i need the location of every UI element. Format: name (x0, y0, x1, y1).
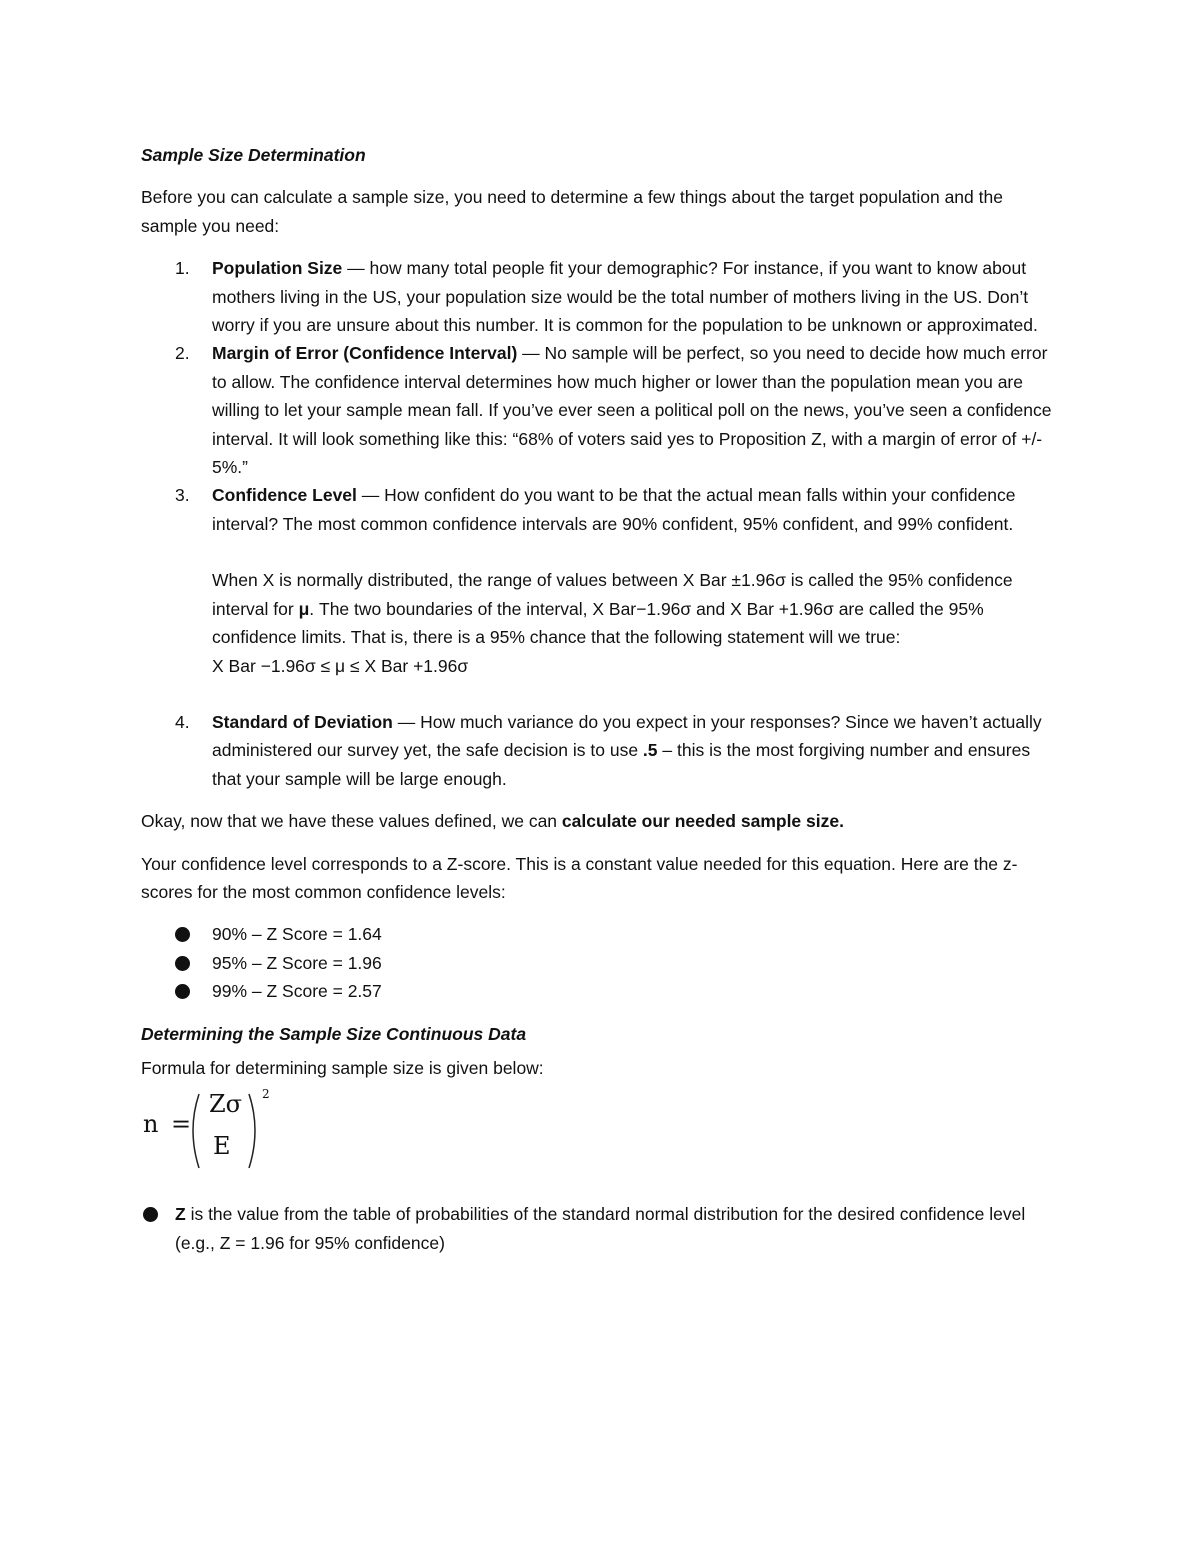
list-item (141, 949, 1061, 977)
z-note-text: is the value from the table of probabilities of the standard normal distribution for the desired confidence level (e.g., Z = 1.96 for 95% confidence) (175, 1204, 1026, 1253)
list-item (141, 339, 1061, 481)
numbered-list (141, 254, 1061, 793)
list-item (141, 1200, 1061, 1257)
list-number: 2. (175, 343, 190, 364)
list-term: Confidence Level (212, 485, 357, 506)
bullet-icon (175, 927, 190, 942)
zscore-list (141, 920, 1061, 1005)
formula-intro: Formula for determining sample size is given below: (141, 1057, 544, 1078)
sample-size-formula (141, 1088, 301, 1178)
list-term: Margin of Error (Confidence Interval) (212, 343, 518, 364)
mu-symbol: μ (298, 598, 310, 619)
formula-n: n (143, 1110, 159, 1139)
zscore-text: 90% – Z Score = 1.64 (212, 924, 382, 945)
okay-text: Okay, now that we have these values defined, we can (141, 811, 562, 832)
list-item (141, 920, 1061, 948)
list-item (141, 708, 1061, 793)
list-text: — how many total people fit your demographic? For instance, if you want to know about mothers living in the US, your population size would be the total number of mothers living in the US. Don’t worry if you are unsure about this number. It is common for the population to be unknown or approximated. (212, 258, 1038, 336)
list-item (141, 254, 1061, 339)
list-term: Population Size (212, 258, 343, 279)
z-symbol: Z (175, 1204, 186, 1225)
bullet-icon (175, 984, 190, 999)
formula-equals: = (171, 1110, 192, 1139)
list-text: — How confident do you want to be that the actual mean falls within your confidence interval? The most common confidence intervals are 90% confident, 95% confident, and 99% confident. (212, 485, 1016, 534)
formula-numerator: Zσ (209, 1090, 243, 1119)
okay-emphasis: calculate our needed sample size. (561, 811, 844, 832)
explanation-text: When X is normally distributed, the range of values between X Bar ±1.96σ is called the 95% confidence interval for (212, 570, 1013, 619)
page-title: Sample Size Determination (141, 145, 366, 165)
list-item (141, 481, 1061, 707)
list-text: — How much variance do you expect in your responses? Since we haven’t actually administered our survey yet, the safe decision is to use (212, 711, 1042, 761)
bullet-icon (175, 956, 190, 971)
formula-denominator: E (213, 1132, 231, 1161)
zscore-text: 99% – Z Score = 2.57 (212, 981, 382, 1002)
list-number: 3. (175, 485, 190, 506)
zscore-text: 95% – Z Score = 1.96 (212, 952, 382, 973)
list-text: – this is the most forgiving number and ensures that your sample will be large enough. (212, 740, 1031, 789)
spacer (212, 680, 1061, 708)
formula-notes (141, 1200, 1061, 1257)
list-item (141, 977, 1061, 1005)
list-number: 4. (175, 711, 190, 732)
section-heading: Determining the Sample Size Continuous Data (141, 1023, 527, 1044)
deviation-value: .5 (642, 740, 658, 761)
document-body (141, 141, 1061, 1257)
list-term: Standard of Deviation (212, 711, 393, 732)
list-number: 1. (175, 258, 190, 279)
confidence-interval-explanation (212, 566, 1061, 651)
explanation-text: . The two boundaries of the interval, X Bar−1.96σ and X Bar +1.96σ are called the 95% confidence limits. That is, there is a 95% chance that the following statement will we true: (212, 598, 984, 648)
formula-exponent: 2 (262, 1087, 270, 1102)
inequality-statement: X Bar −1.96σ ≤ μ ≤ X Bar +1.96σ (212, 655, 469, 676)
zscore-intro: Your confidence level corresponds to a Z-score. This is a constant value needed for this equation. Here are the z-scores for the most common confidence levels: (141, 853, 1018, 902)
bullet-icon (143, 1207, 158, 1222)
intro-paragraph: Before you can calculate a sample size, you need to determine a few things about the target population and the sample you need: (141, 187, 1003, 236)
okay-paragraph (141, 807, 1061, 835)
list-text: — No sample will be perfect, so you need to decide how much error to allow. The confidence interval determines how much higher or lower than the population mean you are willing to let your sample mean fall. If you’ve ever seen a political poll on the news, you’ve seen a confidence interval. It will look something like this: “68% of voters said yes to Proposition Z, with a margin of error of +/- 5%.” (212, 343, 1052, 478)
